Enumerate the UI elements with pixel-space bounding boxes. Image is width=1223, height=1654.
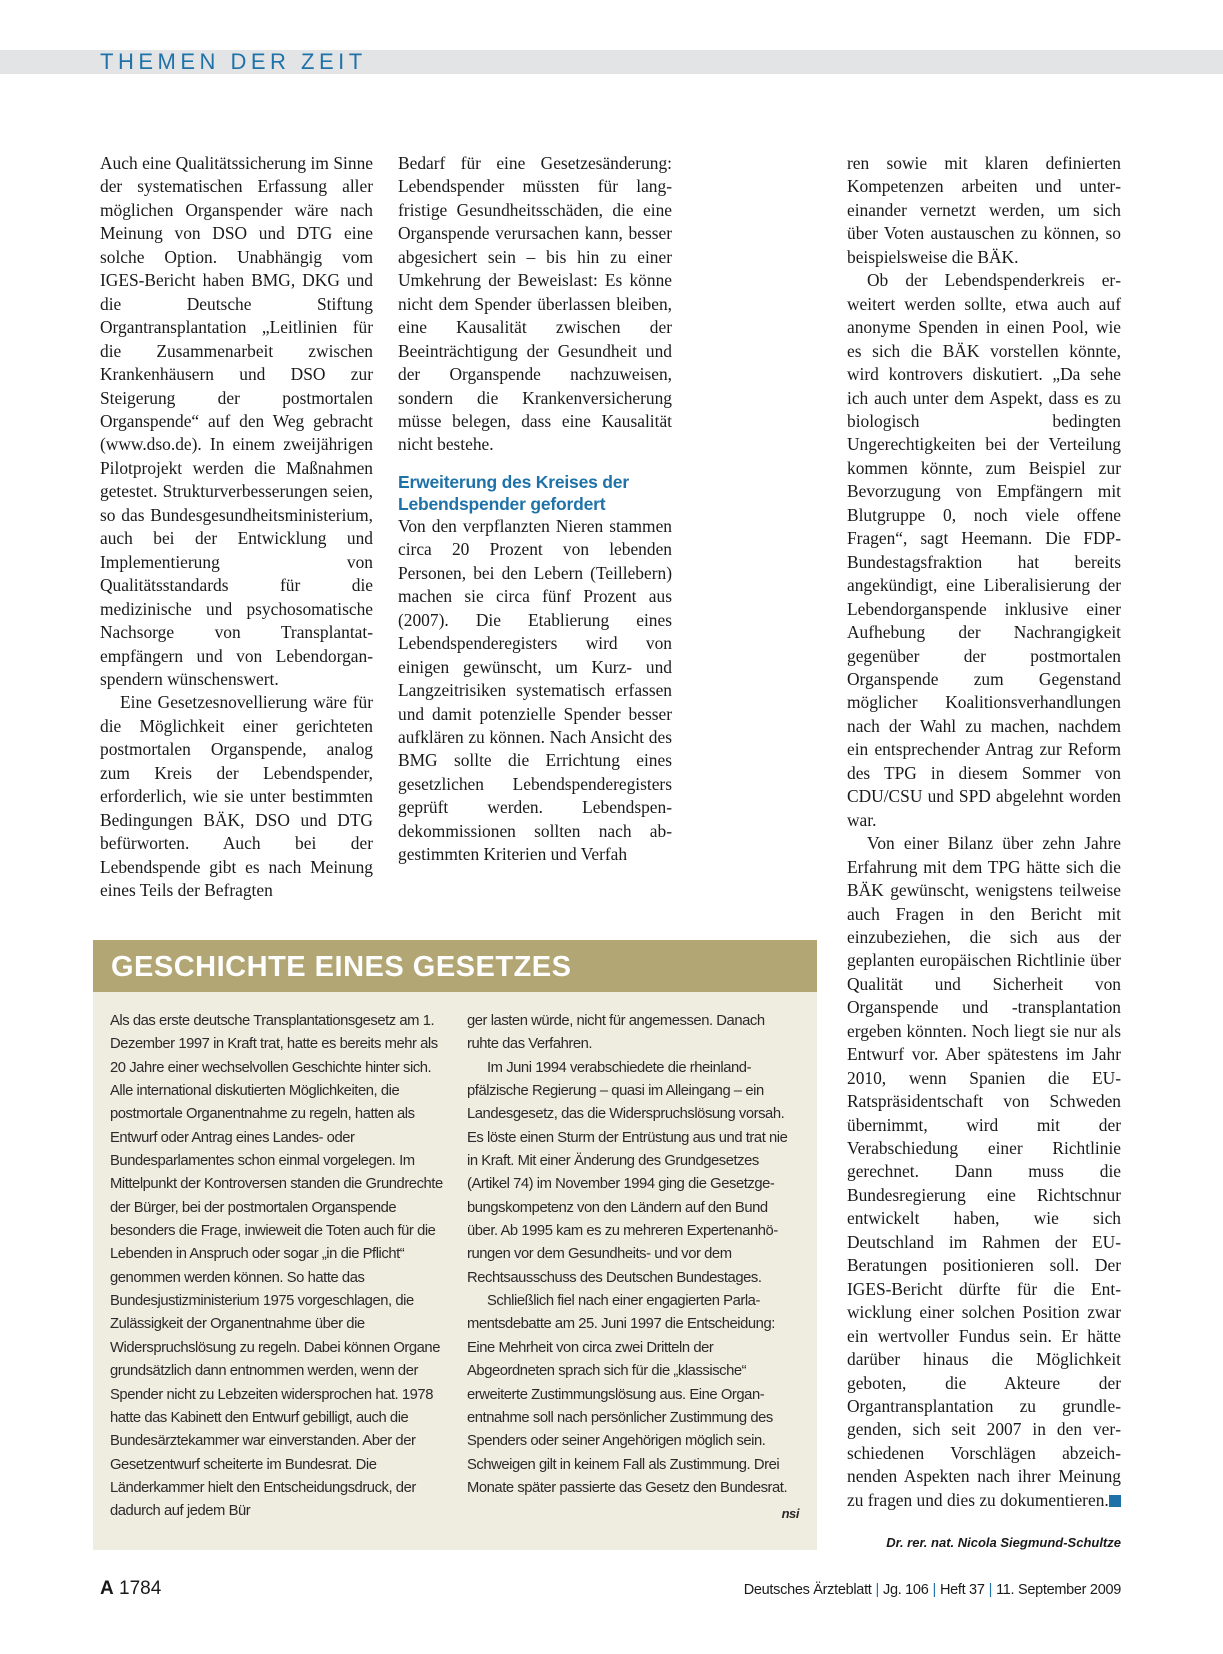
footer-separator: | [875,1582,879,1598]
article-paragraph: Bedarf für eine Gesetzesänderung: Lebendspender müssten für langfristige Gesundheitsschäden, die eine Organspende verursachen kann, besser abgesichert sein – bis hin zu einer Umkehrung der Beweislast: Es könne nicht dem Spender überlassen bleiben, eine Kausalität zwischen der Beeinträchtigung der Gesundheit und der Organspende nachzuweisen, sondern die Krankenversicherung müsse belegen, dass eine Kausalität nicht bestehe. [398,153,672,455]
infobox-paragraph: Im Juni 1994 verabschiedete die rheinland-pfälzische Regierung – quasi im Alleingang – ein Landesgesetz, das die Widerspruchslösung vorsah. Es löste einen Sturm der Entrüstung aus und trat nie in Kraft. Mit einer Änderung des Grundgesetzes (Artikel 74) im November 1994 ging die Gesetzgebungskompetenz von den Ländern auf den Bund über. Ab 1995 kam es zu mehreren Expertenanhörungen vor dem Gesundheits- und vor dem Rechtsausschuss des Deutschen Bundestages. [467,1059,788,1286]
footer-separator: | [932,1582,936,1598]
infobox-paragraph-last [467,1290,799,1522]
journal-name: Deutsches Ärzteblatt [743,1582,872,1598]
author-credit: Dr. rer. nat. Nicola Siegmund-Schultze [886,1535,1121,1550]
page-prefix: A [100,1578,114,1599]
infobox-column-1 [110,1010,455,1524]
article-column-2 [398,152,672,867]
journal-volume: Jg. 106 [883,1582,929,1598]
section-title: THEMEN DER ZEIT [100,49,367,74]
footer-separator: | [988,1582,993,1598]
infobox-column-2 [467,1010,799,1526]
history-infobox [93,940,817,1550]
article-paragraph-text: Von einer Bilanz über zehn Jahre Erfahrung mit dem TPG hätte sich die BÄK gewünscht, wenigstens teilweise auch Fragen in den Bericht mit einzubeziehen, die sich aus der geplanten europäischen Richtlinie über Qualität und Sicherheit von Organspende und -transplantation ergeben könnten. Noch liegt sie nur als Entwurf vor. Aber spätestens im Jahr 2010, wenn Spanien die EU-Ratspräsidentschaft von Schweden übernimmt, wird mit der Verabschiedung einer Richtlinie gerechnet. Dann muss die Bundesregierung eine Richtschnur entwickelt haben, wie sich Deutschland im Rahmen der EU-Beratungen positionieren soll. Der IGES-Bericht dürfte für die Entwicklung einer solchen Position zwar ein wertvoller Fundus sein. Er hätte darüber hinaus die Möglichkeit geboten, die Akteure der Organtransplantation zu grundlegenden, sich seit 2007 in den verschiedenen Vorschlägen abzeichnenden Aspekten nach ihrer Meinung zu fragen und dies zu dokumentieren. [847,833,1121,1510]
infobox-header [93,940,817,992]
article-subheading: Erweiterung des Kreises der Lebendspender gefordert [398,471,629,514]
infobox-paragraph: ger lasten würde, nicht für angemessen. Danach ruhte das Verfahren. [467,1013,765,1053]
journal-date: 11. September 2009 [996,1582,1121,1598]
page-number [100,1578,161,1600]
article-paragraph: Ob der Lebendspenderkreis erweitert werden sollte, etwa auch auf anonyme Spenden in einen Pool, wie es sich die BÄK vorstellen könnte, wird kontrovers diskutiert. „Da sehe ich auch unter dem Aspekt, dass es zu biologisch bedingten Ungerechtigkeiten bei der Verteilung kommen könnte, zum Beispiel zur Bevorzugung von Empfängern mit Blutgruppe 0, noch viele offene Fragen“, sagt Heemann. Die FDP-Bundestagsfraktion hat bereits angekündigt, eine Liberalisierung der Lebendorganspende inklusive einer Aufhebung der Nachrangigkeit gegenüber der postmortalen Organspende zum Gegenstand möglicher Koalitionsverhandlungen nach der Wahl zu machen, nachdem ein entsprechender Antrag zur Reform des TPG in diesem Sommer von CDU/CSU und SPD abgelehnt worden war. [847,270,1121,830]
journal-footer [744,1582,1121,1598]
infobox-title: GESCHICHTE EINES GESETZES [111,951,572,983]
infobox-paragraph: Als das erste deutsche Transplantationsgesetz am 1. Dezember 1997 in Kraft trat, hatte es bereits mehr als 20 Jahre einer wechselvollen Geschichte hinter sich. Alle international diskutierten Möglichkeiten, die postmortale Organentnahme zu regeln, hatten als Entwurf oder Antrag eines Landes- oder Bundesparlamentes schon einmal vorgelegen. Im Mittelpunkt der Kontroversen standen die Grundrechte der Bürger, bei der postmortalen Organspende besonders die Frage, inwieweit die Toten auch für die Lebenden in Anspruch oder sogar „in die Pflicht“ genommen werden können. So hatte das Bundesjustizministerium 1975 vorgeschlagen, die Zulässigkeit der Organentnahme über die Widerspruchslösung zu regeln. Dabei können Organe grundsätzlich dann entnommen werden, wenn der Spender nicht zu Lebzeiten widersprochen hat. 1978 hatte das Kabinett den Entwurf gebilligt, auch die Bundesärztekammer war einverstanden. Aber der Gesetzentwurf scheiterte im Bundesrat. Die Länderkammer hielt den Entscheidungsdruck, der dadurch auf jedem Bür [110,1013,443,1520]
page-number-value: 1784 [119,1578,162,1599]
journal-issue: Heft 37 [939,1582,985,1598]
article-paragraph: Auch eine Qualitätssicherung im Sinne der systematischen Erfassung aller möglichen Organspender wäre nach Meinung von DSO und DTG eine solche Option. Unabhängig vom IGES-Bericht haben BMG, DKG und die Deutsche Stiftung Organtransplantation „Leitlinien für die Zusammenarbeit zwischen Krankenhäusern und DSO zur Steigerung der postmortalen Organspende“ auf den Weg gebracht (www.dso.de). In einem zweijährigen Pilotprojekt werden die Maßnahmen getestet. Strukturverbesserungen seien, so das Bundesgesundheitsministerium, auch bei der Entwicklung und Implementierung von Qualitätsstandards für die medizinische und psychosomatische Nachsorge von Transplantatempfängern und von Lebendorganspendern wünschenswert. [100,153,373,689]
article-paragraph: Von den verpflanzten Nieren stammen circa 20 Prozent von lebenden Personen, bei den Lebern (Teillebern) machen sie circa fünf Prozent aus (2007). Die Etablierung eines Lebendspenderegisters wird von einigen gewünscht, um Kurz- und Langzeitrisiken systematisch erfassen und damit potenzielle Spender besser aufklären zu können. Nach Ansicht des BMG sollte die Errichtung eines gesetzlichen Lebendspenderegisters geprüft werden. Lebendspendekommissionen sollten nach abgestimmten Kriterien und Verfah [398,515,672,865]
article-paragraph-last [847,832,1121,1512]
infobox-paragraph-text: Schließlich fiel nach einer engagierten Parlamentsdebatte am 25. Juni 1997 die Entscheidung: Eine Mehrheit von circa zwei Dritteln der Abgeordneten sprach sich für die „klassische“ erweiterte Zustimmungslösung aus. Eine Organentnahme soll nach persönlicher Zustimmung des Spenders oder seiner Angehörigen möglich sein. Schweigen gilt in keinem Fall als Zustimmung. Drei Monate später passierte das Gesetz den Bundesrat. [467,1293,788,1496]
infobox-signature: nsi [781,1506,799,1522]
article-paragraph: Eine Gesetzesnovellierung wäre für die Möglichkeit einer gerichteten postmortalen Organspende, analog zum Kreis der Lebendspender, erforderlich, wie sie unter bestimmten Bedingungen BÄK, DSO und DTG befürworten. Auch bei der Lebendspende gibt es nach Meinung eines Teils der Befragten [100,692,373,901]
article-column-3 [847,152,1121,1512]
end-of-article-square-icon [1109,1495,1121,1507]
article-column-1 [100,152,373,903]
article-paragraph: ren sowie mit klaren definierten Kompetenzen arbeiten und untereinander vernetzt werden, um sich über Voten austauschen zu können, so beispielsweise die BÄK. [847,153,1121,267]
